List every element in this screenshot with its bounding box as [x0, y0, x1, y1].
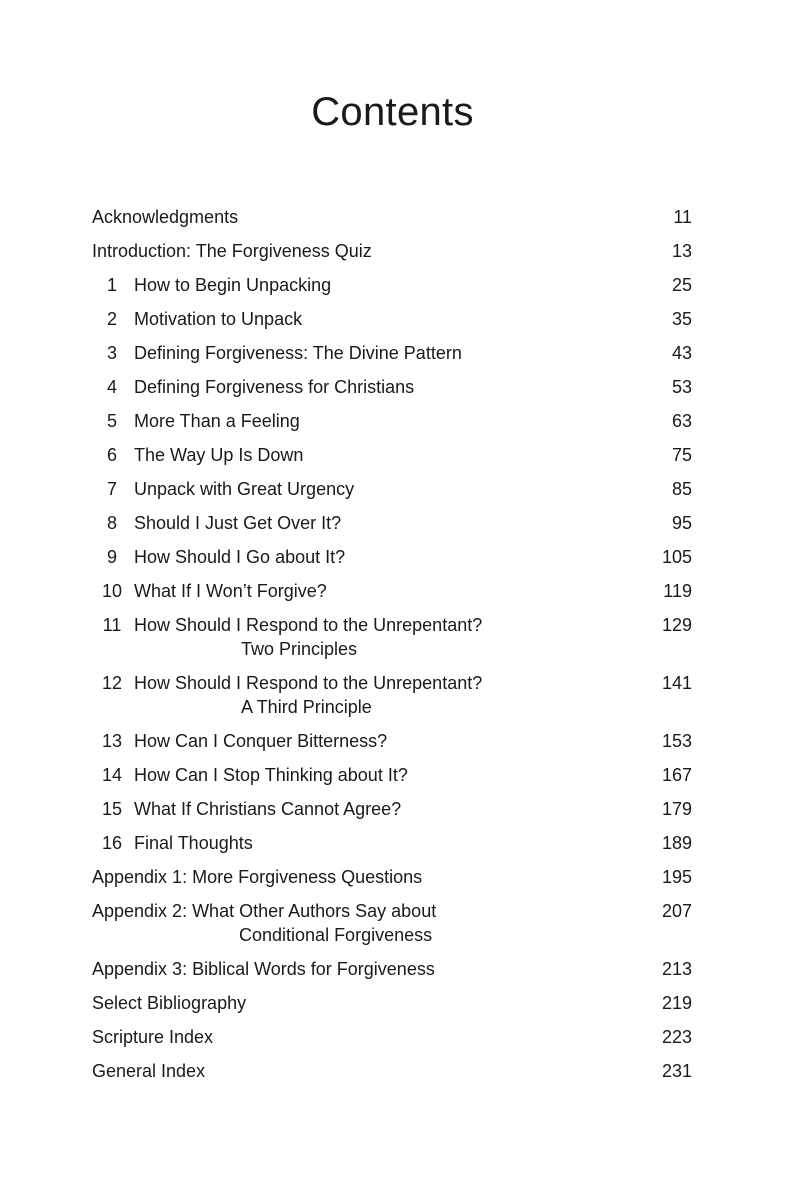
- chapter-number: 16: [101, 833, 123, 853]
- chapter-number: 8: [106, 513, 117, 533]
- entry-title: [92, 205, 632, 229]
- entry-title: [134, 545, 632, 569]
- entry-title: [92, 899, 632, 947]
- chapter-number: 9: [106, 547, 117, 567]
- entry-title-line: Motivation to Unpack: [134, 309, 303, 329]
- entry-title-line: How Should I Go about It?: [134, 547, 346, 567]
- entry-title-line: What If I Won’t Forgive?: [134, 581, 327, 601]
- page-number: 223: [661, 1027, 692, 1047]
- chapter-number: 10: [101, 581, 123, 601]
- entry-title-line: Final Thoughts: [134, 833, 253, 853]
- entry-title: [134, 307, 632, 331]
- page-number: 13: [671, 241, 692, 261]
- toc-entry: [92, 273, 692, 307]
- entry-title: [134, 375, 632, 399]
- chapter-number: 14: [101, 765, 123, 785]
- entry-title: [134, 671, 632, 719]
- page-number: 141: [661, 673, 692, 693]
- toc-entry: [92, 729, 692, 763]
- toc-entry: [92, 865, 692, 899]
- toc-entry: [92, 409, 692, 443]
- chapter-number: 1: [106, 275, 117, 295]
- page-number: 95: [671, 513, 692, 533]
- toc-entry: [92, 205, 692, 239]
- toc-entry: [92, 613, 692, 671]
- entry-title-line: Acknowledgments: [92, 207, 239, 227]
- entry-title: [134, 273, 632, 297]
- page-number: 207: [661, 901, 692, 921]
- page-number: 105: [661, 547, 692, 567]
- entry-title: [92, 865, 632, 889]
- entry-title-line: Select Bibliography: [92, 993, 247, 1013]
- page-number: 179: [661, 799, 692, 819]
- toc-entry: [92, 831, 692, 865]
- entry-title-line: More Than a Feeling: [134, 411, 300, 431]
- page-title: Contents: [311, 90, 474, 134]
- toc-entry: [92, 1059, 692, 1093]
- page-number: 189: [661, 833, 692, 853]
- entry-title-line: Scripture Index: [92, 1027, 214, 1047]
- entry-title: [92, 991, 632, 1015]
- entry-title: [134, 831, 632, 855]
- entry-title: [134, 477, 632, 501]
- entry-title: [134, 797, 632, 821]
- page-number: 153: [661, 731, 692, 751]
- toc-entry: [92, 1025, 692, 1059]
- page-number: 231: [661, 1061, 692, 1081]
- entry-title-line: Appendix 2: What Other Authors Say about: [92, 901, 437, 921]
- toc-entry: [92, 671, 692, 729]
- entry-title: [134, 613, 632, 661]
- page-number: 167: [661, 765, 692, 785]
- page-number: 219: [661, 993, 692, 1013]
- entry-title-line: How Can I Stop Thinking about It?: [134, 765, 408, 785]
- entry-title-continuation: Conditional Forgiveness: [239, 925, 433, 945]
- entry-title-line: How Should I Respond to the Unrepentant?: [134, 615, 483, 635]
- chapter-number: 7: [106, 479, 117, 499]
- entry-title-line: What If Christians Cannot Agree?: [134, 799, 402, 819]
- entry-title-line: How Can I Conquer Bitterness?: [134, 731, 388, 751]
- table-of-contents: [92, 205, 692, 1093]
- chapter-number: 15: [101, 799, 123, 819]
- chapter-number: 5: [106, 411, 117, 431]
- toc-entry: [92, 899, 692, 957]
- entry-title-line: General Index: [92, 1061, 206, 1081]
- chapter-number: 12: [101, 673, 123, 693]
- entry-title-line: Introduction: The Forgiveness Quiz: [92, 241, 372, 261]
- page-number: 35: [671, 309, 692, 329]
- entry-title-line: The Way Up Is Down: [134, 445, 304, 465]
- toc-entry: [92, 477, 692, 511]
- toc-entry: [92, 307, 692, 341]
- page-number: 85: [671, 479, 692, 499]
- toc-entry: [92, 511, 692, 545]
- page-number: 63: [671, 411, 692, 431]
- entry-title: [134, 341, 632, 365]
- entry-title: [92, 1025, 632, 1049]
- entry-title-line: Defining Forgiveness: The Divine Pattern: [134, 343, 462, 363]
- entry-title-line: How to Begin Unpacking: [134, 275, 332, 295]
- toc-entry: [92, 797, 692, 831]
- toc-entry: [92, 443, 692, 477]
- entry-title-continuation: Two Principles: [241, 639, 358, 659]
- page-number: 213: [661, 959, 692, 979]
- entry-title: [92, 239, 632, 263]
- page-number: 75: [671, 445, 692, 465]
- toc-entry: [92, 763, 692, 797]
- toc-entry: [92, 579, 692, 613]
- chapter-number: 11: [102, 615, 122, 635]
- entry-title-line: Appendix 3: Biblical Words for Forgiveness: [92, 959, 435, 979]
- page-number: 119: [663, 581, 692, 601]
- toc-entry: [92, 991, 692, 1025]
- toc-entry: [92, 375, 692, 409]
- chapter-number: 13: [101, 731, 123, 751]
- chapter-number: 2: [106, 309, 117, 329]
- entry-title: [134, 729, 632, 753]
- entry-title: [134, 511, 632, 535]
- entry-title-line: Defining Forgiveness for Christians: [134, 377, 415, 397]
- entry-title: [92, 957, 632, 981]
- chapter-number: 4: [106, 377, 117, 397]
- chapter-number: 6: [106, 445, 117, 465]
- entry-title-line: Unpack with Great Urgency: [134, 479, 355, 499]
- entry-title: [134, 443, 632, 467]
- toc-entry: [92, 545, 692, 579]
- toc-entry: [92, 239, 692, 273]
- entry-title-continuation: A Third Principle: [241, 697, 372, 717]
- entry-title: [134, 409, 632, 433]
- entry-title: [134, 579, 632, 603]
- page-number: 25: [671, 275, 692, 295]
- entry-title: [92, 1059, 632, 1083]
- page-number: 11: [673, 207, 692, 227]
- page-number: 129: [661, 615, 692, 635]
- toc-entry: [92, 957, 692, 991]
- entry-title-line: Appendix 1: More Forgiveness Questions: [92, 867, 423, 887]
- chapter-number: 3: [106, 343, 117, 363]
- entry-title-line: How Should I Respond to the Unrepentant?: [134, 673, 483, 693]
- toc-entry: [92, 341, 692, 375]
- page-number: 43: [671, 343, 692, 363]
- entry-title-line: Should I Just Get Over It?: [134, 513, 342, 533]
- entry-title: [134, 763, 632, 787]
- page-number: 53: [671, 377, 692, 397]
- page-number: 195: [661, 867, 692, 887]
